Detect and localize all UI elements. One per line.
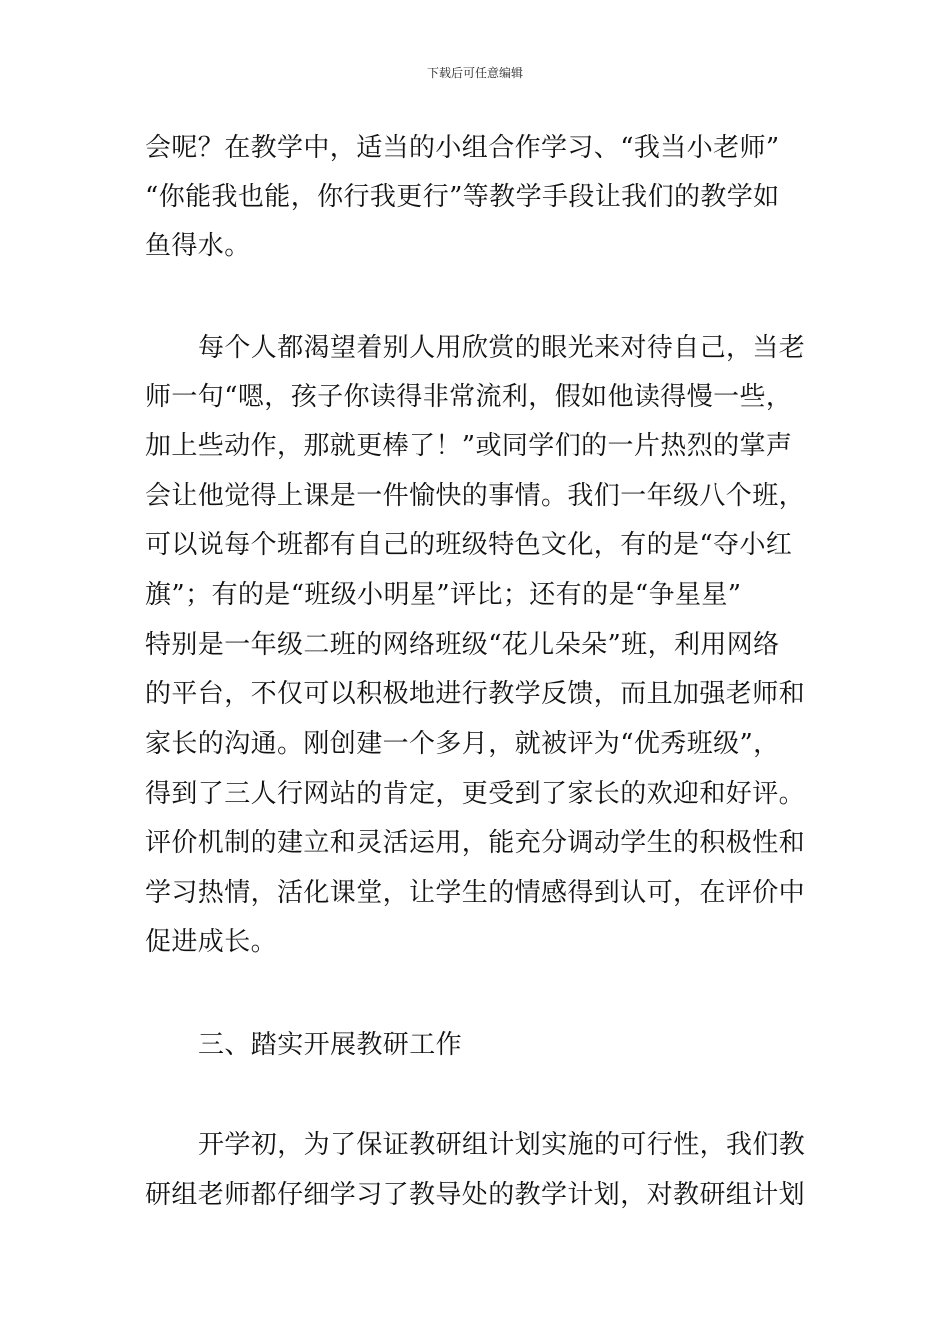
paragraph-2-line-7: 特别是一年级二班的网络班级“花儿朵朵”班，利用网络 bbox=[145, 630, 780, 660]
paragraph-1-line-2: “你能我也能，你行我更行”等教学手段让我们的教学如 bbox=[145, 182, 780, 212]
paragraph-2-line-11: 评价机制的建立和灵活运用，能充分调动学生的积极性和 bbox=[145, 828, 806, 858]
paragraph-1-line-1: 会呢？在教学中，适当的小组合作学习、“我当小老师” bbox=[145, 133, 780, 163]
paragraph-2-line-10: 得到了三人行网站的肯定，更受到了家长的欢迎和好评。 bbox=[145, 779, 806, 809]
paragraph-3-line-1: 开学初，为了保证教研组计划实施的可行性，我们教 bbox=[198, 1130, 806, 1160]
paragraph-2-line-1: 每个人都渴望着别人用欣赏的眼光来对待自己，当老 bbox=[198, 333, 806, 363]
paragraph-2-line-2: 师一句“嗯，孩子你读得非常流利，假如他读得慢一些， bbox=[145, 382, 793, 412]
paragraph-2-line-3: 加上些动作，那就更棒了！”或同学们的一片热烈的掌声 bbox=[145, 431, 793, 461]
paragraph-1-line-3: 鱼得水。 bbox=[145, 231, 251, 261]
page-header: 下载后可任意编辑 bbox=[426, 66, 523, 80]
paragraph-2-line-9: 家长的沟通。刚创建一个多月，就被评为“优秀班级”， bbox=[145, 729, 780, 759]
paragraph-2-line-13: 促进成长。 bbox=[145, 927, 278, 957]
paragraph-2-line-4: 会让他觉得上课是一件愉快的事情。我们一年级八个班， bbox=[145, 481, 806, 511]
paragraph-2-line-8: 的平台，不仅可以积极地进行教学反馈，而且加强老师和 bbox=[145, 679, 806, 709]
section-heading: 三、踏实开展教研工作 bbox=[198, 1030, 463, 1060]
paragraph-2-line-6: 旗”；有的是“班级小明星”评比；还有的是“争星星” bbox=[145, 580, 742, 610]
paragraph-2-line-12: 学习热情，活化课堂，让学生的情感得到认可，在评价中 bbox=[145, 878, 806, 908]
paragraph-2-line-5: 可以说每个班都有自己的班级特色文化，有的是“夺小红 bbox=[145, 530, 793, 560]
paragraph-3-line-2: 研组老师都仔细学习了教导处的教学计划，对教研组计划 bbox=[145, 1180, 806, 1210]
